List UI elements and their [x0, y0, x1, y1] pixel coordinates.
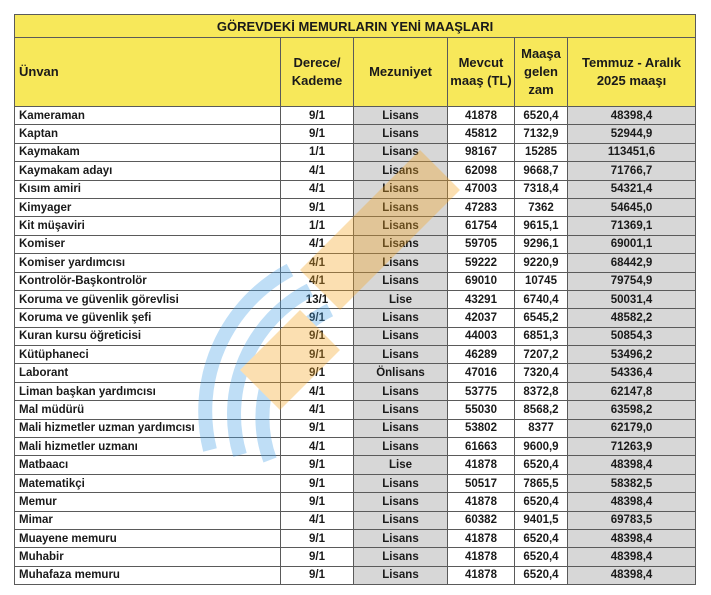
cell-unvan: Kuran kursu öğreticisi: [15, 327, 281, 345]
cell-temmuz-aralik: 62179,0: [568, 419, 696, 437]
cell-mezuniyet: Lisans: [354, 309, 448, 327]
cell-mevcut-maas: 42037: [448, 309, 515, 327]
salary-table-container: [14, 14, 695, 585]
cell-unvan: Kontrolör-Başkontrolör: [15, 272, 281, 290]
cell-zam: 7132,9: [515, 125, 568, 143]
cell-temmuz-aralik: 62147,8: [568, 382, 696, 400]
cell-unvan: Kaymakam adayı: [15, 162, 281, 180]
cell-unvan: Kameraman: [15, 107, 281, 125]
cell-zam: 6520,4: [515, 566, 568, 584]
cell-temmuz-aralik: 48398,4: [568, 107, 696, 125]
cell-zam: 9220,9: [515, 254, 568, 272]
cell-zam: 9668,7: [515, 162, 568, 180]
cell-zam: 6520,4: [515, 456, 568, 474]
cell-derece-kademe: 9/1: [281, 364, 354, 382]
cell-derece-kademe: 4/1: [281, 180, 354, 198]
cell-derece-kademe: 9/1: [281, 198, 354, 216]
table-row: [15, 566, 696, 584]
table-row: [15, 290, 696, 308]
cell-unvan: Mali hizmetler uzmanı: [15, 438, 281, 456]
header-derece-kademe: Derece/ Kademe: [281, 38, 354, 107]
cell-mevcut-maas: 44003: [448, 327, 515, 345]
cell-mevcut-maas: 43291: [448, 290, 515, 308]
cell-mezuniyet: Lisans: [354, 235, 448, 253]
cell-zam: 6851,3: [515, 327, 568, 345]
cell-temmuz-aralik: 53496,2: [568, 346, 696, 364]
table-row: [15, 382, 696, 400]
cell-mezuniyet: Lisans: [354, 254, 448, 272]
cell-unvan: Matematikçi: [15, 474, 281, 492]
cell-temmuz-aralik: 68442,9: [568, 254, 696, 272]
header-unvan: Ünvan: [15, 38, 281, 107]
cell-mezuniyet: Lise: [354, 456, 448, 474]
cell-mezuniyet: Lisans: [354, 401, 448, 419]
cell-mevcut-maas: 69010: [448, 272, 515, 290]
cell-mezuniyet: Lisans: [354, 125, 448, 143]
cell-mezuniyet: Lisans: [354, 382, 448, 400]
table-row: [15, 511, 696, 529]
cell-derece-kademe: 4/1: [281, 511, 354, 529]
cell-zam: 6520,4: [515, 548, 568, 566]
cell-mevcut-maas: 41878: [448, 493, 515, 511]
cell-mevcut-maas: 41878: [448, 548, 515, 566]
cell-derece-kademe: 1/1: [281, 143, 354, 161]
cell-mevcut-maas: 47283: [448, 198, 515, 216]
cell-mezuniyet: Lisans: [354, 419, 448, 437]
table-row: [15, 327, 696, 345]
table-body: [15, 107, 696, 585]
table-row: [15, 529, 696, 547]
table-row: [15, 493, 696, 511]
cell-mezuniyet: Lisans: [354, 272, 448, 290]
cell-unvan: Mimar: [15, 511, 281, 529]
cell-mevcut-maas: 41878: [448, 107, 515, 125]
cell-unvan: Muayene memuru: [15, 529, 281, 547]
table-row: [15, 162, 696, 180]
cell-temmuz-aralik: 71263,9: [568, 438, 696, 456]
table-row: [15, 125, 696, 143]
cell-temmuz-aralik: 48582,2: [568, 309, 696, 327]
cell-mevcut-maas: 98167: [448, 143, 515, 161]
cell-derece-kademe: 9/1: [281, 474, 354, 492]
cell-temmuz-aralik: 69001,1: [568, 235, 696, 253]
table-row: [15, 346, 696, 364]
cell-unvan: Kimyager: [15, 198, 281, 216]
cell-temmuz-aralik: 113451,6: [568, 143, 696, 161]
cell-derece-kademe: 4/1: [281, 438, 354, 456]
table-row: [15, 548, 696, 566]
cell-zam: 9615,1: [515, 217, 568, 235]
cell-mezuniyet: Lise: [354, 290, 448, 308]
cell-unvan: Mali hizmetler uzman yardımcısı: [15, 419, 281, 437]
table-row: [15, 198, 696, 216]
table-row: [15, 364, 696, 382]
cell-mezuniyet: Lisans: [354, 107, 448, 125]
cell-mezuniyet: Lisans: [354, 511, 448, 529]
cell-derece-kademe: 9/1: [281, 346, 354, 364]
cell-zam: 7207,2: [515, 346, 568, 364]
cell-mezuniyet: Lisans: [354, 493, 448, 511]
header-mevcut-maas: Mevcut maaş (TL): [448, 38, 515, 107]
cell-derece-kademe: 9/1: [281, 566, 354, 584]
cell-mezuniyet: Lisans: [354, 474, 448, 492]
table-row: [15, 143, 696, 161]
cell-temmuz-aralik: 63598,2: [568, 401, 696, 419]
cell-derece-kademe: 9/1: [281, 493, 354, 511]
cell-mevcut-maas: 41878: [448, 566, 515, 584]
cell-mezuniyet: Lisans: [354, 438, 448, 456]
cell-temmuz-aralik: 54336,4: [568, 364, 696, 382]
cell-mezuniyet: Lisans: [354, 198, 448, 216]
cell-zam: 6520,4: [515, 529, 568, 547]
cell-mezuniyet: Lisans: [354, 566, 448, 584]
cell-temmuz-aralik: 48398,4: [568, 456, 696, 474]
cell-temmuz-aralik: 58382,5: [568, 474, 696, 492]
cell-derece-kademe: 9/1: [281, 309, 354, 327]
header-zam: Maaşa gelen zam: [515, 38, 568, 107]
cell-unvan: Muhafaza memuru: [15, 566, 281, 584]
cell-unvan: Kısım amiri: [15, 180, 281, 198]
cell-zam: 8372,8: [515, 382, 568, 400]
cell-zam: 6520,4: [515, 107, 568, 125]
cell-mezuniyet: Lisans: [354, 529, 448, 547]
table-row: [15, 272, 696, 290]
cell-mezuniyet: Lisans: [354, 143, 448, 161]
cell-zam: 6740,4: [515, 290, 568, 308]
cell-unvan: Muhabir: [15, 548, 281, 566]
cell-derece-kademe: 9/1: [281, 107, 354, 125]
cell-zam: 9296,1: [515, 235, 568, 253]
cell-temmuz-aralik: 71369,1: [568, 217, 696, 235]
cell-mevcut-maas: 59222: [448, 254, 515, 272]
cell-temmuz-aralik: 48398,4: [568, 529, 696, 547]
cell-mevcut-maas: 41878: [448, 529, 515, 547]
cell-derece-kademe: 9/1: [281, 529, 354, 547]
table-row: [15, 474, 696, 492]
cell-derece-kademe: 9/1: [281, 125, 354, 143]
cell-mevcut-maas: 60382: [448, 511, 515, 529]
cell-mevcut-maas: 50517: [448, 474, 515, 492]
cell-mevcut-maas: 53775: [448, 382, 515, 400]
cell-mezuniyet: Lisans: [354, 162, 448, 180]
table-row: [15, 419, 696, 437]
cell-mevcut-maas: 61663: [448, 438, 515, 456]
cell-mezuniyet: Lisans: [354, 217, 448, 235]
cell-unvan: Komiser: [15, 235, 281, 253]
cell-derece-kademe: 9/1: [281, 327, 354, 345]
cell-mevcut-maas: 47016: [448, 364, 515, 382]
cell-mezuniyet: Lisans: [354, 180, 448, 198]
table-row: [15, 438, 696, 456]
cell-unvan: Koruma ve güvenlik şefi: [15, 309, 281, 327]
cell-derece-kademe: 4/1: [281, 401, 354, 419]
cell-unvan: Laborant: [15, 364, 281, 382]
cell-unvan: Kaymakam: [15, 143, 281, 161]
cell-zam: 7318,4: [515, 180, 568, 198]
cell-mevcut-maas: 45812: [448, 125, 515, 143]
table-row: [15, 217, 696, 235]
cell-temmuz-aralik: 69783,5: [568, 511, 696, 529]
table-row: [15, 235, 696, 253]
cell-mevcut-maas: 47003: [448, 180, 515, 198]
cell-unvan: Mal müdürü: [15, 401, 281, 419]
cell-derece-kademe: 13/1: [281, 290, 354, 308]
cell-zam: 6520,4: [515, 493, 568, 511]
cell-zam: 6545,2: [515, 309, 568, 327]
header-mezuniyet: Mezuniyet: [354, 38, 448, 107]
salary-table: [14, 14, 696, 585]
cell-temmuz-aralik: 54645,0: [568, 198, 696, 216]
cell-mevcut-maas: 61754: [448, 217, 515, 235]
cell-derece-kademe: 1/1: [281, 217, 354, 235]
cell-zam: 9600,9: [515, 438, 568, 456]
cell-derece-kademe: 9/1: [281, 548, 354, 566]
table-row: [15, 254, 696, 272]
cell-unvan: Kütüphaneci: [15, 346, 281, 364]
cell-derece-kademe: 4/1: [281, 254, 354, 272]
cell-derece-kademe: 9/1: [281, 456, 354, 474]
cell-temmuz-aralik: 79754,9: [568, 272, 696, 290]
cell-derece-kademe: 4/1: [281, 162, 354, 180]
cell-unvan: Kaptan: [15, 125, 281, 143]
cell-unvan: Memur: [15, 493, 281, 511]
cell-temmuz-aralik: 50031,4: [568, 290, 696, 308]
cell-mevcut-maas: 53802: [448, 419, 515, 437]
cell-mezuniyet: Önlisans: [354, 364, 448, 382]
cell-zam: 9401,5: [515, 511, 568, 529]
table-row: [15, 309, 696, 327]
cell-temmuz-aralik: 50854,3: [568, 327, 696, 345]
cell-unvan: Komiser yardımcısı: [15, 254, 281, 272]
cell-unvan: Matbaacı: [15, 456, 281, 474]
cell-mezuniyet: Lisans: [354, 327, 448, 345]
cell-mevcut-maas: 55030: [448, 401, 515, 419]
header-temmuz-aralik: Temmuz - Aralık 2025 maaşı: [568, 38, 696, 107]
table-row: [15, 107, 696, 125]
cell-derece-kademe: 4/1: [281, 235, 354, 253]
cell-mevcut-maas: 62098: [448, 162, 515, 180]
cell-temmuz-aralik: 48398,4: [568, 548, 696, 566]
cell-unvan: Koruma ve güvenlik görevlisi: [15, 290, 281, 308]
cell-temmuz-aralik: 71766,7: [568, 162, 696, 180]
cell-mevcut-maas: 46289: [448, 346, 515, 364]
cell-temmuz-aralik: 48398,4: [568, 566, 696, 584]
cell-mezuniyet: Lisans: [354, 548, 448, 566]
cell-zam: 7362: [515, 198, 568, 216]
table-row: [15, 180, 696, 198]
cell-derece-kademe: 4/1: [281, 272, 354, 290]
table-row: [15, 456, 696, 474]
cell-zam: 10745: [515, 272, 568, 290]
cell-temmuz-aralik: 52944,9: [568, 125, 696, 143]
cell-zam: 8377: [515, 419, 568, 437]
cell-zam: 7320,4: [515, 364, 568, 382]
cell-temmuz-aralik: 54321,4: [568, 180, 696, 198]
table-title: GÖREVDEKİ MEMURLARIN YENİ MAAŞLARI: [15, 15, 696, 38]
cell-mezuniyet: Lisans: [354, 346, 448, 364]
cell-zam: 8568,2: [515, 401, 568, 419]
cell-zam: 15285: [515, 143, 568, 161]
cell-derece-kademe: 9/1: [281, 419, 354, 437]
cell-zam: 7865,5: [515, 474, 568, 492]
cell-mevcut-maas: 41878: [448, 456, 515, 474]
table-row: [15, 401, 696, 419]
cell-temmuz-aralik: 48398,4: [568, 493, 696, 511]
cell-mevcut-maas: 59705: [448, 235, 515, 253]
cell-unvan: Kit müşaviri: [15, 217, 281, 235]
cell-derece-kademe: 4/1: [281, 382, 354, 400]
cell-unvan: Liman başkan yardımcısı: [15, 382, 281, 400]
